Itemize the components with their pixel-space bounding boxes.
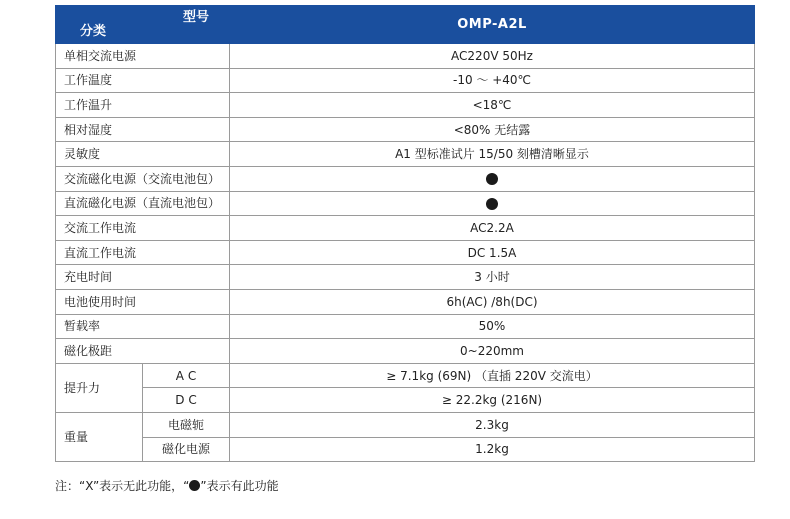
- lift-dc-value: ≥ 22.2kg (216N): [230, 388, 755, 413]
- weight-yoke-value: 2.3kg: [230, 412, 755, 437]
- weight-supply-value: 1.2kg: [230, 437, 755, 462]
- weight-yoke-label: 电磁轭: [143, 412, 230, 437]
- row-value: 50%: [230, 314, 755, 339]
- model-header-label: 型号: [182, 10, 209, 25]
- row-value: 3 小时: [230, 265, 755, 290]
- row-label: 电池使用时间: [56, 289, 230, 314]
- weight-supply-row: [56, 437, 755, 462]
- table-row: [56, 142, 755, 167]
- available-dot-icon: [189, 480, 200, 491]
- header-row: [56, 6, 755, 44]
- row-value: AC2.2A: [230, 216, 755, 241]
- model-name: OMP-A2L: [230, 6, 755, 44]
- row-label: 相对湿度: [56, 117, 230, 142]
- row-value: DC 1.5A: [230, 240, 755, 265]
- footnote-suffix: ”表示有此功能: [200, 479, 279, 493]
- footnote-prefix: 注：“X”表示无此功能，“: [55, 479, 190, 493]
- row-label: 单相交流电源: [56, 44, 230, 69]
- table-row: [56, 117, 755, 142]
- row-value: 0~220mm: [230, 339, 755, 364]
- weight-supply-label: 磁化电源: [143, 437, 230, 462]
- header-corner-cell: [56, 6, 230, 44]
- row-label: 工作温度: [56, 68, 230, 93]
- table-row: [56, 191, 755, 216]
- row-label: 磁化极距: [56, 339, 230, 364]
- available-dot-icon: [486, 173, 498, 185]
- row-value: [230, 191, 755, 216]
- row-value: 6h(AC) /8h(DC): [230, 289, 755, 314]
- lift-ac-row: [56, 363, 755, 388]
- table-row: [56, 240, 755, 265]
- table-row: [56, 93, 755, 118]
- row-label: 工作温升: [56, 93, 230, 118]
- lift-ac-label: A C: [143, 363, 230, 388]
- table-row: [56, 314, 755, 339]
- spec-table-body: [56, 6, 755, 462]
- available-dot-icon: [486, 198, 498, 210]
- table-row: [56, 289, 755, 314]
- weight-yoke-row: [56, 412, 755, 437]
- lift-dc-row: [56, 388, 755, 413]
- table-row: [56, 166, 755, 191]
- row-label: 暂载率: [56, 314, 230, 339]
- table-row: [56, 216, 755, 241]
- row-label: 灵敏度: [56, 142, 230, 167]
- row-value: -10 ～ +40℃: [230, 68, 755, 93]
- table-row: [56, 339, 755, 364]
- row-label: 交流工作电流: [56, 216, 230, 241]
- footnote: [55, 477, 279, 494]
- row-value: <18℃: [230, 93, 755, 118]
- table-row: [56, 68, 755, 93]
- row-label: 直流磁化电源（直流电池包）: [56, 191, 230, 216]
- row-label: 充电时间: [56, 265, 230, 290]
- row-value: <80% 无结露: [230, 117, 755, 142]
- row-label: 直流工作电流: [56, 240, 230, 265]
- lift-label: 提升力: [56, 363, 143, 412]
- row-label: 交流磁化电源（交流电池包）: [56, 166, 230, 191]
- row-value: AC220V 50Hz: [230, 44, 755, 69]
- category-header-label: 分类: [80, 24, 107, 39]
- row-value: A1 型标准试片 15/50 刻槽清晰显示: [230, 142, 755, 167]
- spec-table: [55, 5, 755, 462]
- table-row: [56, 44, 755, 69]
- row-value: [230, 166, 755, 191]
- lift-dc-label: D C: [143, 388, 230, 413]
- lift-ac-value: ≥ 7.1kg (69N) （直插 220V 交流电）: [230, 363, 755, 388]
- table-row: [56, 265, 755, 290]
- weight-label: 重量: [56, 412, 143, 461]
